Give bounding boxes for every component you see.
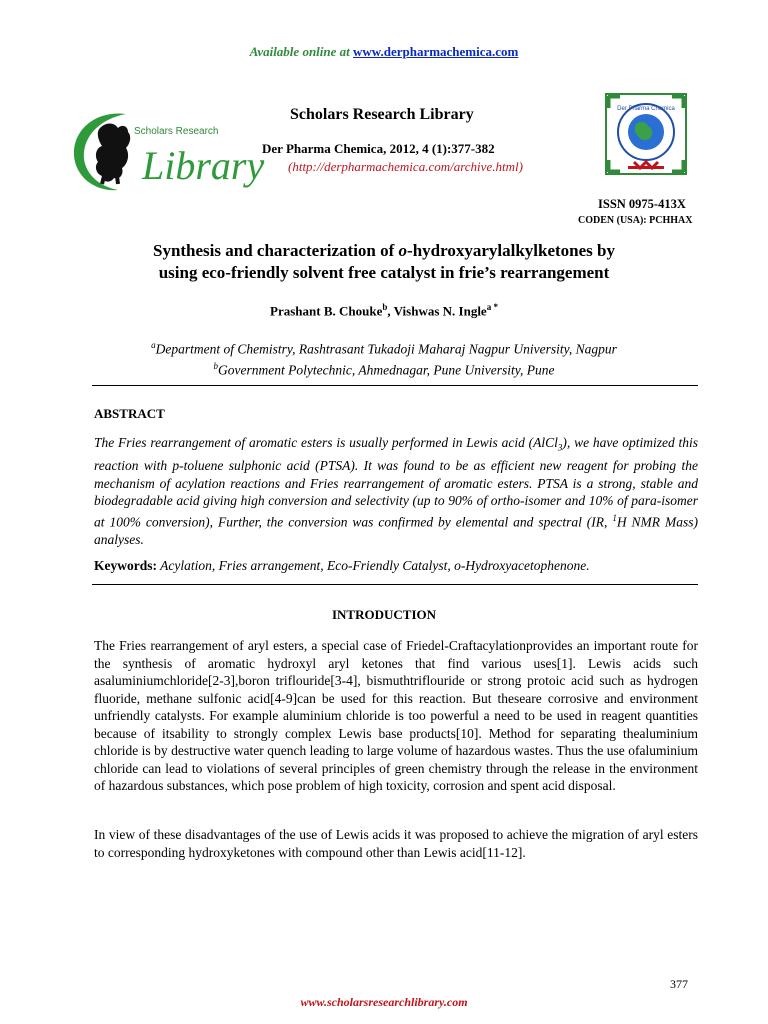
available-prefix: Available online at [249, 44, 354, 59]
journal-seal-icon [604, 92, 688, 176]
available-online-line [0, 44, 768, 60]
introduction-heading: INTRODUCTION [331, 607, 436, 622]
divider-bottom [92, 584, 698, 585]
keywords-list: Acylation, Fries arrangement, Eco-Friendly Catalyst, o-Hydroxyacetophenone. [157, 558, 590, 573]
introduction-paragraph-2: In view of these disadvantages of the use of Lewis acids it was proposed to achieve the migration of aryl esters to corresponding hydroxyketones with compound other than Lewis acid[11-12]. [94, 827, 698, 860]
keywords [94, 557, 698, 574]
journal-seal [604, 92, 688, 176]
affiliations [0, 337, 768, 378]
keywords-label: Keywords: [94, 558, 157, 573]
title-line-2: using eco-friendly solvent free catalyst in frie’s rearrangement [158, 263, 610, 282]
authors: Prashant B. Chouke$^b$, Vishwas N. Ingle$^{a *}$ [270, 302, 498, 319]
library-logo [66, 108, 265, 196]
library-logo-small-text: Scholars Research [134, 126, 219, 137]
issn: ISSN 0975-413X [598, 197, 686, 211]
page-number: 377 [670, 977, 688, 991]
title-line-1: Synthesis and characterization of o-hydroxyarylalkylketones by [152, 241, 615, 260]
author-2: Vishwas N. Ingle [393, 303, 487, 319]
author-1: Prashant B. Chouke [270, 303, 383, 319]
paper-title [0, 240, 768, 284]
affiliation-b: $^b$Government Polytechnic, Ahmednagar, Pune University, Pune [213, 360, 555, 377]
affiliation-a: $^a$Department of Chemistry, Rashtrasant Tukadoji Maharaj Nagpur University, Nagpur [151, 340, 617, 357]
abstract-text: The Fries rearrangement of aromatic esters is usually performed in Lewis acid (AlCl$_3$), we have optimized this reaction with p-toluene sulphonic acid (PTSA). It was found to be as efficient new reagent for probing the mechanism of acylation reactions and Fries rearrangement of aromatic esters. PTSA is a strong, stable and biodegradable acid giving high conversion and selectivity (up to 90% of ortho-isomer and 10% of para-isomer at 100% conversion), Further, the conversion was confirmed by elemental and spectral (IR, $^1$H NMR Mass) analyses. [94, 435, 699, 547]
library-logo-big-text: Library [142, 143, 265, 188]
coden: CODEN (USA): PCHHAX [578, 215, 693, 226]
publisher-name: Scholars Research Library [290, 106, 474, 123]
abstract-heading: ABSTRACT [94, 406, 165, 421]
journal-seal-text: Der Pharma Chemica [617, 106, 675, 112]
footer-url[interactable]: www.scholarsresearchlibrary.com [300, 995, 468, 1009]
introduction-paragraph-1: The Fries rearrangement of aryl esters, a special case of Friedel-Craftacylationprovides an important route for the synthesis of aromatic hydroxyl aryl ketones that find various uses[1]. Lewis acids such asaluminiumchloride[2-3],boron triflouride[3-4], bismuthtriflouride or strong protoic acid such as hydrogen fluoride, methane sulfonic acid[4-9]can be used for this reaction. But theseare corrosive and environment unfriendly catalysts. For example aluminium chloride is too powerful a need to be used in reagent quantities because of itsability to strongly complex Lewis base products[10]. Method for separating thealuminium chloride is by destructive water quench leading to large volume of hazardous wastes. Thus the use ofaluminium chloride can lead to violations of several principles of green chemistry through the release in the environment of hazardous substances, which pose problem of high toxicity, corrosion and spent acid disposal. [94, 638, 698, 793]
journal-citation: Der Pharma Chemica, 2012, 4 (1):377-382 [262, 141, 495, 156]
divider-top [92, 385, 698, 386]
archive-link[interactable]: (http://derpharmachemica.com/archive.html) [288, 159, 523, 174]
journal-website-link[interactable]: www.derpharmachemica.com [353, 44, 519, 59]
